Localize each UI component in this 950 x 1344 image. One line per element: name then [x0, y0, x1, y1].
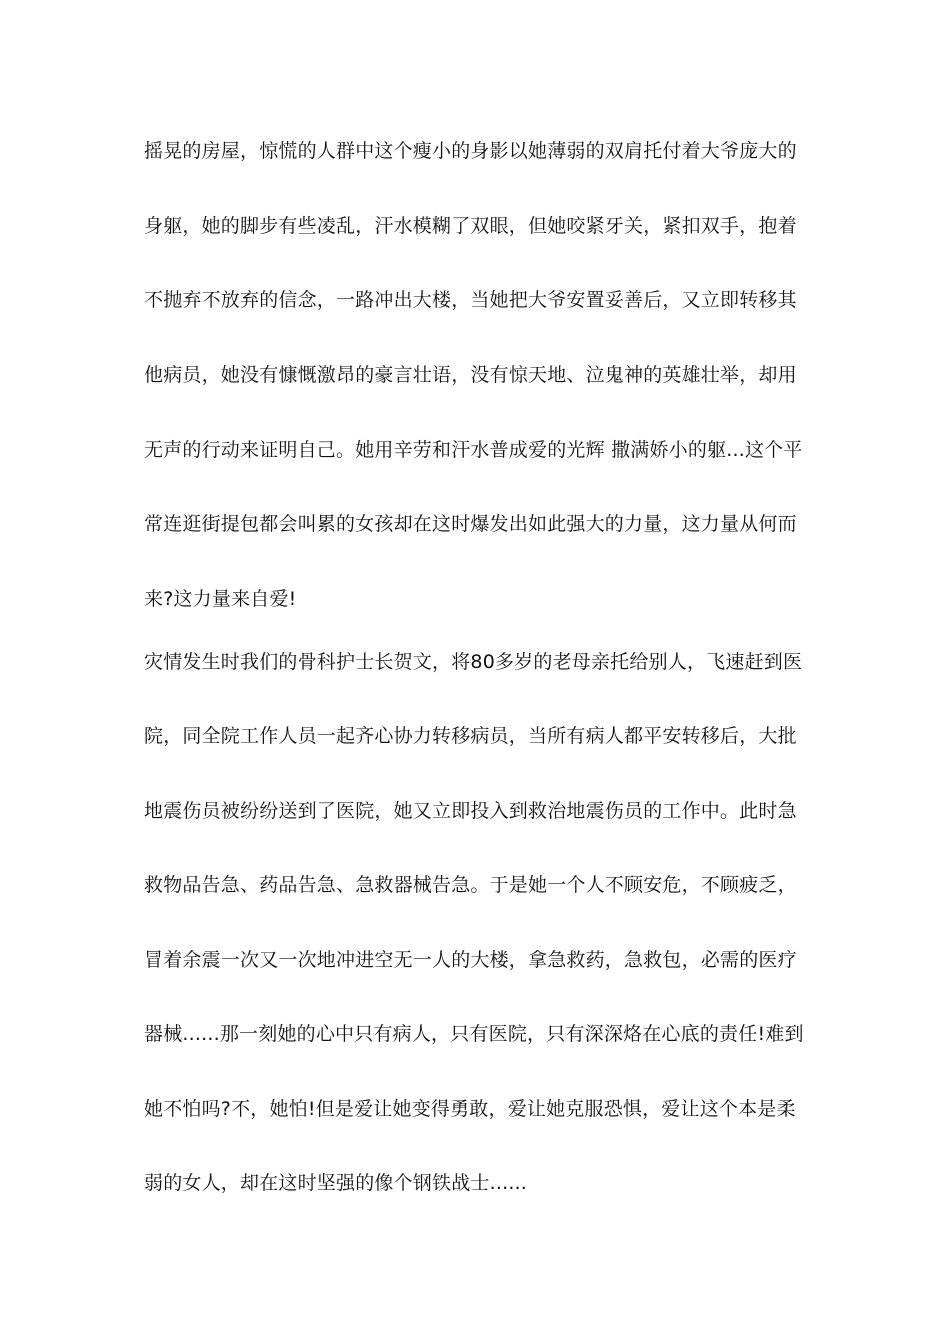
paragraph-1-line-5: 无声的行动来证明自己。她用辛劳和汗水普成爱的光辉 撒满娇小的躯...这个平	[144, 439, 803, 461]
paragraph-2-line-4: 救物品告急、药品告急、急救器械告急。于是她一个人不顾安危，不顾疲乏，	[144, 874, 797, 896]
paragraph-2-line-8: 弱的女人，却在这时坚强的像个钢铁战士......	[144, 1172, 528, 1194]
paragraph-1-line-3: 不抛弃不放弃的信念，一路冲出大楼，当她把大爷安置妥善后，又立即转移其	[144, 289, 797, 311]
paragraph-1-line-2: 身躯，她的脚步有些凌乱，汗水模糊了双眼，但她咬紧牙关，紧扣双手，抱着	[144, 215, 797, 237]
paragraph-2-line-1: 灾情发生时我们的骨科护士长贺文，将80多岁的老母亲托给别人，飞速赶到医	[144, 651, 803, 673]
paragraph-1-line-6: 常连逛街提包都会叫累的女孩却在这时爆发出如此强大的力量，这力量从何而	[144, 513, 797, 535]
paragraph-1-line-7: 来?这力量来自爱!	[144, 588, 297, 610]
paragraph-2-line-3: 地震伤员被纷纷送到了医院，她又立即投入到救治地震伤员的工作中。此时急	[144, 800, 797, 822]
paragraph-1-line-4: 他病员，她没有慷慨激昂的豪言壮语，没有惊天地、泣鬼神的英雄壮举，却用	[144, 364, 797, 386]
paragraph-2-line-2: 院，同全院工作人员一起齐心协力转移病员，当所有病人都平安转移后，大批	[144, 725, 797, 747]
paragraph-2-line-5: 冒着余震一次又一次地冲进空无一人的大楼，拿急救药，急救包，必需的医疗	[144, 949, 797, 971]
paragraph-2-line-7: 她不怕吗?不，她怕!但是爱让她变得勇敢，爱让她克服恐惧，爱让这个本是柔	[144, 1098, 796, 1120]
paragraph-2-line-6: 器械......那一刻她的心中只有病人，只有医院，只有深深烙在心底的责任!难到	[144, 1023, 804, 1045]
paragraph-1-line-1: 摇晃的房屋，惊慌的人群中这个瘦小的身影以她薄弱的双肩托付着大爷庞大的	[144, 140, 797, 162]
